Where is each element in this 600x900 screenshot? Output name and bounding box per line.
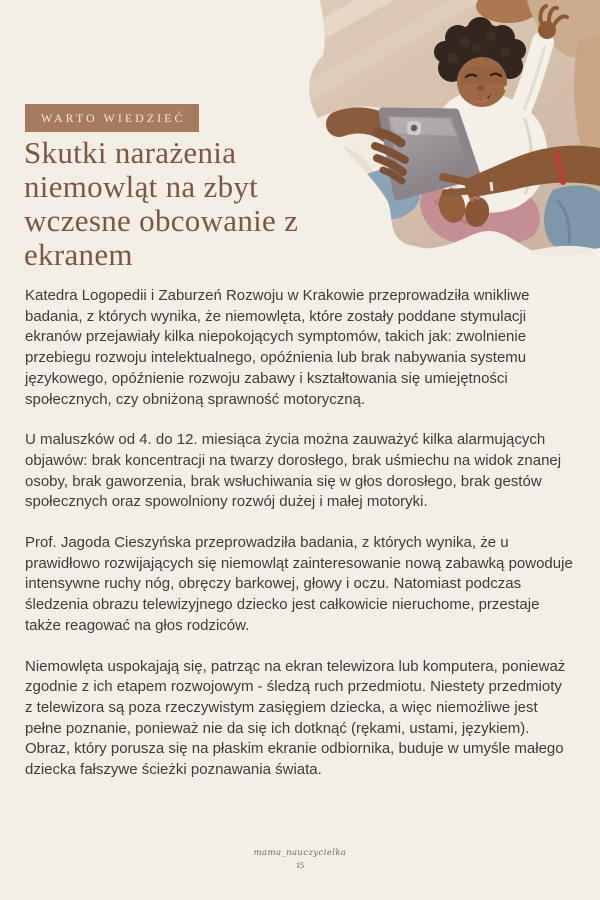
- article-body: [25, 286, 573, 801]
- article-paragraph-1: Katedra Logopedii i Zaburzeń Rozwoju w Krakowie przeprowadziła wnikliwe badania, z których wynika, że niemowlęta, które zostały poddane stymulacji ekranów przejawiały kilka niepokojących symptomów, takich jak: zwolnienie przebiegu rozwoju intelektualnego, opóźnienia lub brak nabywania systemu językowego, opóźnienie rozwoju zabawy i kształtowania się umiejętności społecznych, czy obniżoną sprawność motoryczną.: [25, 287, 530, 408]
- article-paragraph-4: Niemowlęta uspokajają się, patrząc na ekran telewizora lub komputera, ponieważ zgodnie z ich etapem rozwojowym - śledzą ruch przedmiotu. Niestety przedmioty z telewizora są poza rzeczywistym zasięgiem dziecka, a więc niemożliwe jest pełne poznanie, ponieważ nie da się ich dotknąć (rękami, ustami, językiem). Obraz, który porusza się na płaskim ekranie odbiornika, buduje w umyśle małego dziecka fałszywe ścieżki poznawania świata.: [25, 657, 566, 779]
- category-badge-label: WARTO WIEDZIEĆ: [41, 111, 186, 125]
- page-number: 15: [296, 861, 304, 870]
- article-paragraph-3: Prof. Jagoda Cieszyńska przeprowadziła badania, z których wynika, że u prawidłowo rozwijających się niemowląt zainteresowanie nową zabawką powoduje intensywne ruchy nóg, obręczy barkowej, głowy i oczu. Natomiast podczas śledzenia obrazu telewizyjnego dziecko jest całkowicie nieruchome, przestaje także reagować na głos rodziców.: [25, 534, 573, 634]
- article-paragraph-2: U maluszków od 4. do 12. miesiąca życia można zauważyć kilka alarmujących objawów: brak koncentracji na twarzy dorosłego, brak uśmiechu na widok znanej osoby, brak gaworzenia, brak wsłuchiwania się w głos dorosłego, brak gestów społecznych oraz spowolniony rozwój dużej i małej motoryki.: [25, 431, 562, 511]
- category-badge: [25, 104, 199, 132]
- author-signature: mama_nauczycielka: [253, 848, 347, 858]
- article-title: Skutki narażenia niemowląt na zbyt wczesne obcowanie z ekranem: [24, 135, 299, 272]
